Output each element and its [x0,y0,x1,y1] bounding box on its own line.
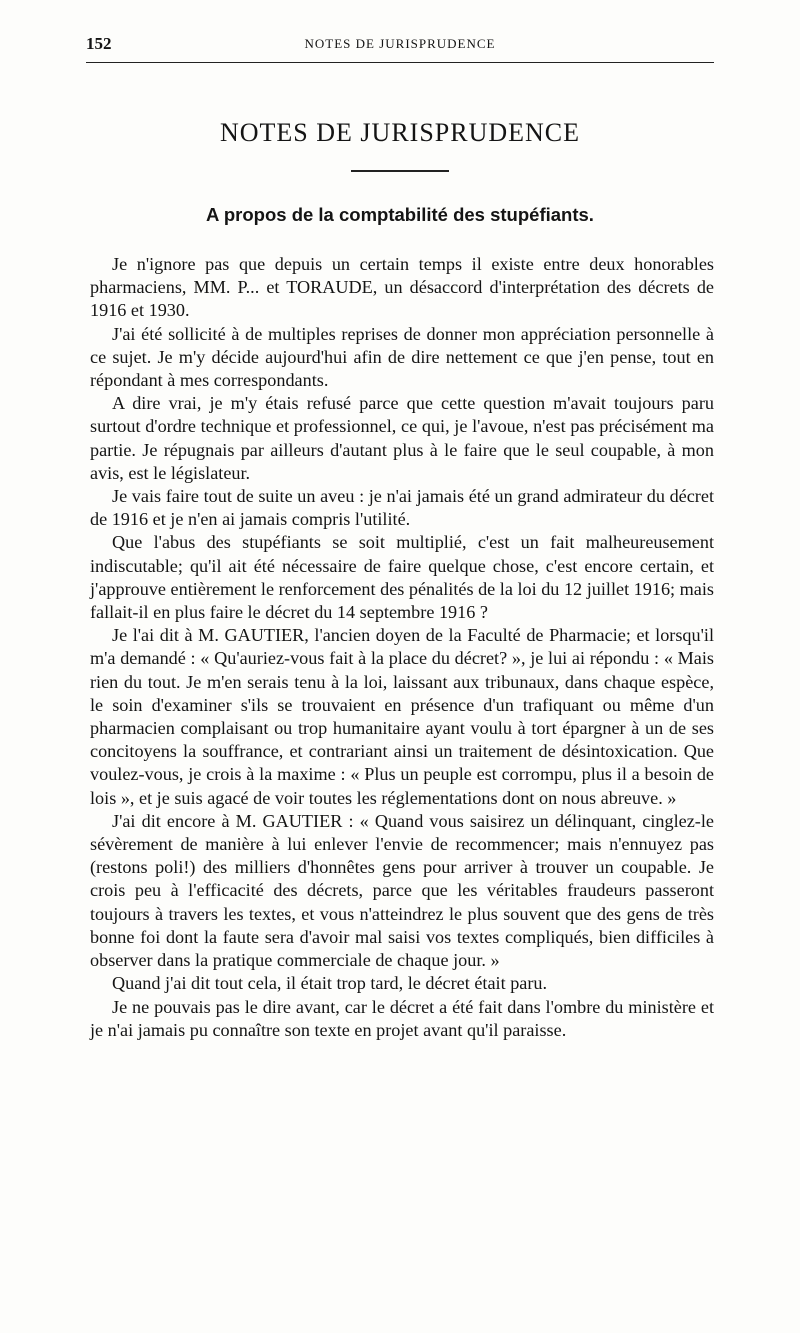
paragraph-2: J'ai été sollicité à de multiples reprises de donner mon appréciation personnelle à ce sujet. Je m'y décide aujourd'hui afin de dire nettement ce que j'en pense, tout en répondant à mes correspondants. [90,323,714,391]
header-rule [86,62,714,63]
running-header [86,34,714,58]
paragraph-5: Que l'abus des stupéfiants se soit multiplié, c'est un fait malheureusement indiscutable; qu'il ait été nécessaire de faire quelque chose, c'est encore certain, et j'approuve entièrement le renforcement des pénalités de la loi du 12 juillet 1916; mais fallait-il en plus faire le décret du 14 septembre 1916 ? [90,532,714,623]
title-rule [351,170,449,172]
paragraph-6: Je l'ai dit à M. GAUTIER, l'ancien doyen de la Faculté de Pharmacie; et lorsqu'il m'a demandé : « Qu'auriez-vous fait à la place du décret? », je lui ai répondu : « Mais rien du tout. Je m'en serais tenu à la loi, laissant aux tribunaux, dans chaque espèce, le soin d'examiner s'ils se trouvaient en présence d'un trafiquant ou même d'un pharmacien complaisant ou trop humanitaire ayant voulu à tort épargner à un de ses concitoyens la souffrance, et contrariant ainsi un traitement de désintoxication. Que voulez-vous, je crois à la maxime : « Plus un peuple est corrompu, plus il a besoin de lois », et je suis agacé de voir toutes les réglementations dont on nous abreuve. » [90,625,714,808]
paragraph-1: Je n'ignore pas que depuis un certain temps il existe entre deux honorables pharmaciens, MM. P... et TORAUDE, un désaccord d'interprétation des décrets de 1916 et 1930. [90,254,714,321]
article-title: NOTES DE JURISPRUDENCE [219,118,581,147]
running-title: NOTES DE JURISPRUDENCE [304,36,496,51]
paragraph-9: Je ne pouvais pas le dire avant, car le décret a été fait dans l'ombre du ministère et je n'ai jamais pu connaître son texte en projet avant qu'il paraisse. [90,996,714,1040]
article-subtitle: A propos de la comptabilité des stupéfiants. [206,204,594,225]
paragraph-3: A dire vrai, je m'y étais refusé parce que cette question m'avait toujours paru surtout d'ordre technique et professionnel, ce qui, je l'avoue, n'est pas précisément ma partie. Je répugnais par ailleurs d'autant plus à le faire que le seul coupable, à mon avis, est le législateur. [90,393,714,483]
page-number: 152 [86,34,112,53]
article-body [90,253,714,1042]
paragraph-4: Je vais faire tout de suite un aveu : je n'ai jamais été un grand admirateur du décret de 1916 et je n'en ai jamais compris l'utilité. [90,486,714,530]
paragraph-8: Quand j'ai dit tout cela, il était trop tard, le décret était paru. [112,973,548,994]
paragraph-7: J'ai dit encore à M. GAUTIER : « Quand vous saisirez un délinquant, cinglez-le sévèrement de manière à lui enlever l'envie de recommencer; mais n'ennuyez pas (restons poli!) des milliers d'honnêtes gens pour arriver à trouver un coupable. Je crois peu à l'efficacité des décrets, parce que les véritables fraudeurs passeront toujours à travers les textes, et vous n'atteindrez le plus souvent que des gens de très bonne foi dont la faute sera d'avoir mal saisi vos textes compliqués, bien difficiles à observer dans la pratique commerciale de chaque jour. » [90,810,714,971]
